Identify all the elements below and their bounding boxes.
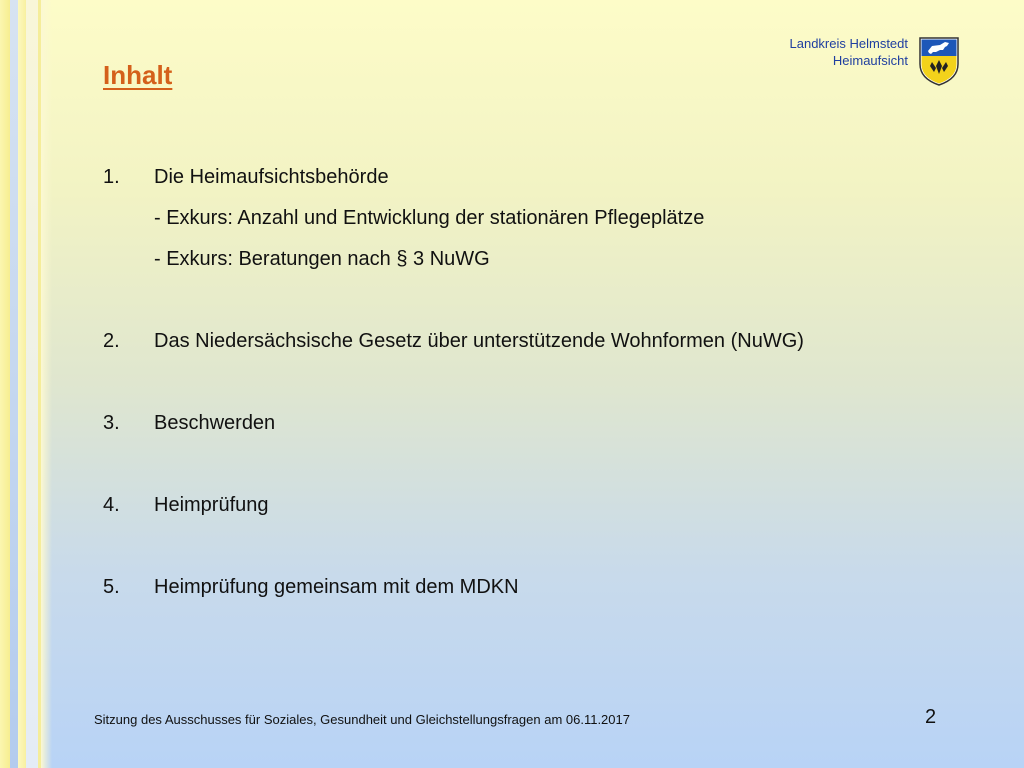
toc-item-4: Heimprüfung [154, 494, 269, 516]
org-department: Heimaufsicht [832, 53, 908, 68]
toc-number-3: 3. [103, 412, 120, 434]
toc-item-1: Die Heimaufsichtsbehörde [154, 166, 389, 188]
slide-title: Inhalt [103, 60, 173, 90]
toc-number-2: 2. [103, 330, 120, 352]
toc-item-5: Heimprüfung gemeinsam mit dem MDKN [154, 576, 519, 598]
toc-item-2: Das Niedersächsische Gesetz über unterstützende Wohnformen (NuWG) [154, 330, 804, 352]
toc-number-1: 1. [103, 166, 120, 188]
footer-meeting-info: Sitzung des Ausschusses für Soziales, Gesundheit und Gleichstellungsfragen am 06.11.2017 [94, 712, 630, 727]
org-name: Landkreis Helmstedt [789, 36, 908, 51]
toc-subitem-1: - Exkurs: Anzahl und Entwicklung der stationären Pflegeplätze [154, 207, 705, 229]
toc-item-3: Beschwerden [154, 412, 276, 434]
toc-number-4: 4. [103, 494, 120, 516]
toc-number-5: 5. [103, 576, 120, 598]
page-number: 2 [925, 706, 937, 728]
toc-subitem-2: - Exkurs: Beratungen nach § 3 NuWG [154, 248, 490, 270]
